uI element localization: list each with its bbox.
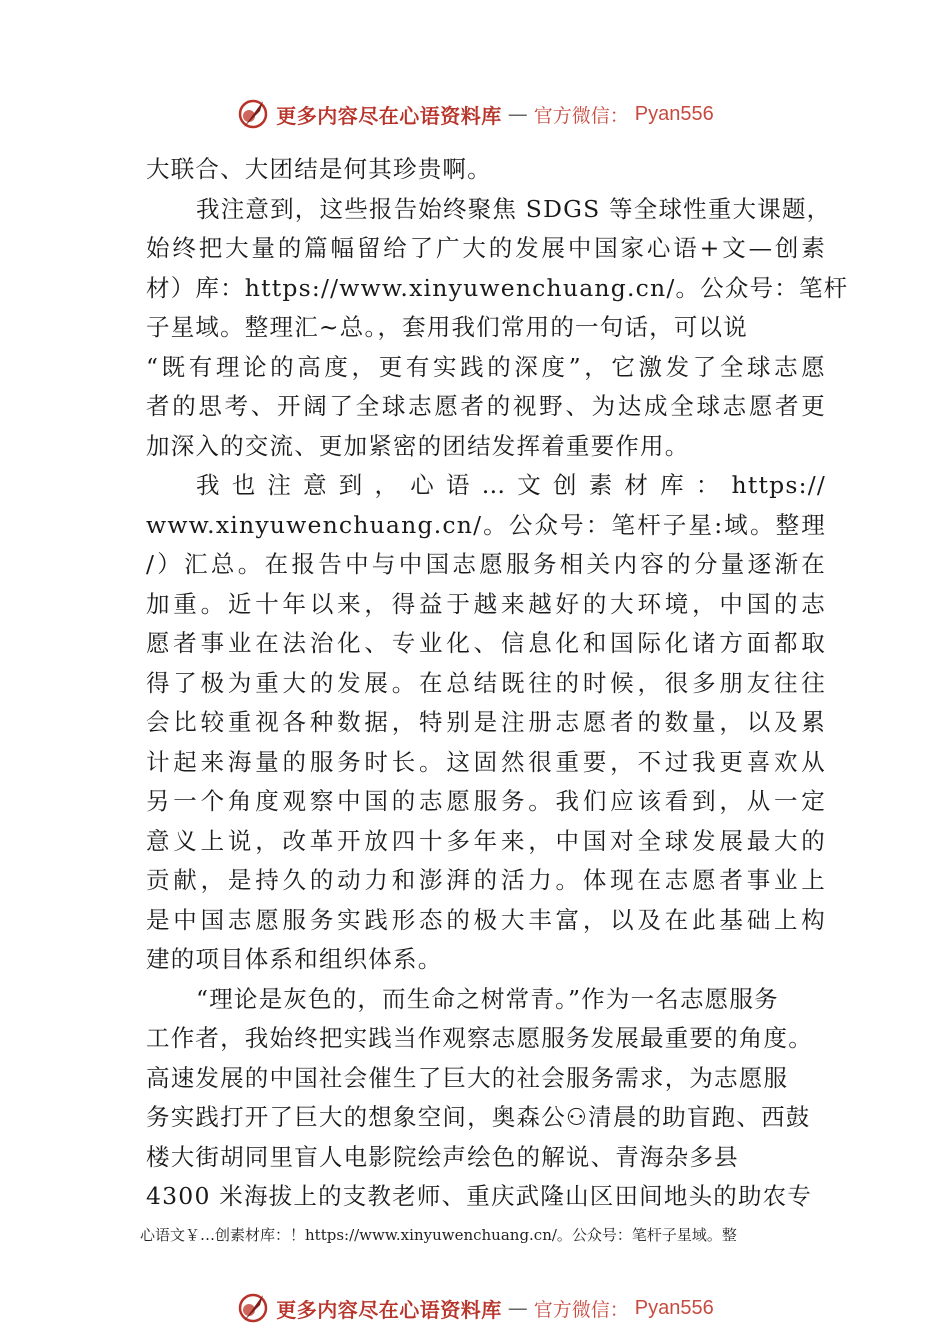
text-line: 材）库：https://www.xinyuwenchuang.cn/。公众号：笔杆 (146, 273, 849, 302)
footer-banner (0, 1288, 950, 1328)
text-line: 建的项目体系和组织体系。 (146, 945, 443, 973)
text-line: 工作者，我始终把实践当作观察志愿服务发展最重要的角度。 (146, 1024, 813, 1052)
text-line: 另一个角度观察中国的志愿服务。我们应该看到，从一定 (146, 787, 826, 815)
banner-title: 更多内容尽在心语资料库 (276, 103, 502, 128)
banner-separator: — (507, 102, 528, 126)
text-line: 4300 米海拔上的支教老师、重庆武隆山区田间地头的助农专 (146, 1182, 813, 1210)
page-footer-note: 心语文￥…创素材库：！https://www.xinyuwenchuang.cn/。公众号：笔杆子星域。整 (140, 1226, 737, 1244)
text-line: www.xinyuwenchuang.cn/。公众号：笔杆子星:域。整理 (146, 510, 826, 539)
text-line: 贡献，是持久的动力和澎湃的活力。体现在志愿者事业上 (146, 866, 826, 894)
quill-logo-icon (236, 1291, 270, 1325)
banner-separator: — (507, 1296, 528, 1320)
header-banner (0, 94, 950, 134)
text-line: 计起来海量的服务时长。这固然很重要，不过我更喜欢从 (146, 747, 826, 776)
text-line: “理论是灰色的，而生命之树常青。”作为一名志愿服务 (196, 984, 779, 1013)
text-line: 加重。近十年以来，得益于越来越好的大环境，中国的志 (146, 589, 826, 618)
banner-wechat-label: 官方微信： (533, 1298, 629, 1321)
text-line: 我也注意到，心语…文创素材库：https:// (196, 471, 826, 499)
text-line: 意义上说，改革开放四十多年来，中国对全球发展最大的 (146, 826, 826, 855)
text-line: 是中国志愿服务实践形态的极大丰富，以及在此基础上构 (146, 905, 826, 934)
banner-wechat-id: Pyan556 (634, 1296, 714, 1319)
text-line: 我注意到，这些报告始终聚焦 SDGS 等全球性重大课题， (196, 194, 832, 223)
banner-wechat-label: 官方微信： (533, 104, 629, 127)
text-line: 愿者事业在法治化、专业化、信息化和国际化诸方面都取 (146, 629, 826, 657)
text-line: 高速发展的中国社会催生了巨大的社会服务需求，为志愿服 (146, 1063, 789, 1092)
text-line: 始终把大量的篇幅留给了广大的发展中国家心语+文—创素 (146, 234, 826, 262)
text-line: 大联合、大团结是何其珍贵啊。 (146, 155, 492, 183)
text-line: 得了极为重大的发展。在总结既往的时候，很多朋友往往 (146, 668, 826, 697)
text-line: /）汇总。在报告中与中国志愿服务相关内容的分量逐渐在 (146, 550, 826, 578)
document-body (146, 150, 849, 1217)
text-line: 加深入的交流、更加紧密的团结发挥着重要作用。 (146, 431, 690, 460)
text-line: 者的思考、开阔了全球志愿者的视野、为达成全球志愿者更 (146, 392, 826, 420)
text-line: 会比较重视各种数据，特别是注册志愿者的数量，以及累 (146, 708, 826, 736)
text-line: 子星域。整理汇~总。，套用我们常用的一句话，可以说 (146, 313, 748, 341)
text-line: 务实践打开了巨大的想象空间，奥森公⚇清晨的助盲跑、西鼓 (146, 1103, 811, 1131)
banner-title: 更多内容尽在心语资料库 (276, 1297, 502, 1322)
quill-logo-icon (236, 97, 270, 131)
text-line: “既有理论的高度，更有实践的深度”，它激发了全球志愿 (146, 352, 826, 381)
banner-wechat-id: Pyan556 (634, 102, 714, 125)
text-line: 楼大街胡同里盲人电影院绘声绘色的解说、青海杂多县 (146, 1142, 739, 1171)
